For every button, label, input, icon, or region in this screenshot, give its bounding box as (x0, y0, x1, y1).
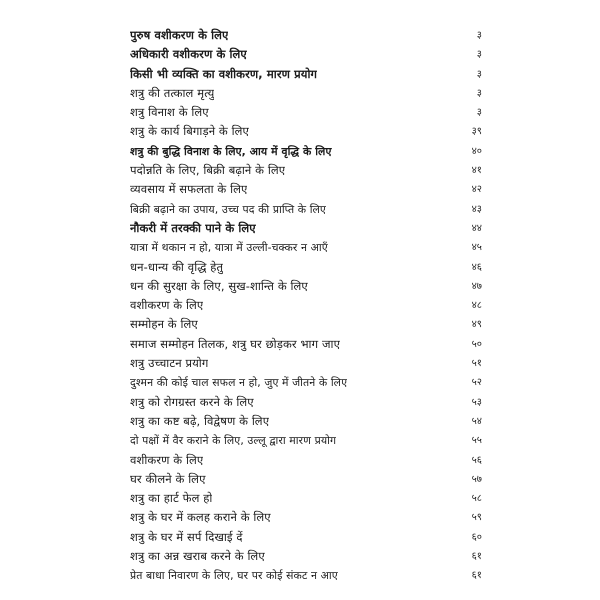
toc-entry (130, 335, 482, 354)
toc-entry (130, 470, 482, 489)
toc-entry (130, 373, 482, 392)
toc-entry-page-number: ४३ (471, 203, 482, 215)
table-of-contents (130, 26, 482, 586)
toc-entry (130, 219, 482, 238)
toc-entry-page-number: ५८ (471, 493, 482, 505)
toc-entry-page-number: ३ (476, 49, 482, 61)
toc-entry-title: शत्रु का हार्ट फेल हो (130, 491, 213, 506)
toc-entry (130, 161, 482, 180)
toc-entry-title: शत्रु की तत्काल मृत्यु (130, 85, 215, 100)
toc-entry (130, 393, 482, 412)
toc-entry-title: बिक्री बढ़ाने का उपाय, उच्च पद की प्राप्ति के लिए (130, 202, 326, 216)
toc-entry-title: धन की सुरक्षा के लिए, सुख-शान्ति के लिए (130, 278, 308, 293)
toc-entry (130, 200, 482, 219)
toc-entry (130, 489, 482, 508)
toc-entry-page-number: ४४ (471, 222, 482, 234)
toc-entry-page-number: ४९ (471, 319, 482, 331)
toc-entry-title: शत्रु विनाश के लिए (130, 105, 209, 120)
toc-entry-page-number: ५३ (471, 396, 482, 408)
toc-entry (130, 258, 482, 277)
toc-entry-page-number: ४५ (471, 242, 482, 254)
toc-entry-title: दो पक्षों में वैर कराने के लिए, उल्लू द्वारा मारण प्रयोग (130, 434, 337, 448)
toc-entry-page-number: ३ (476, 87, 482, 99)
toc-entry-page-number: ४८ (471, 300, 482, 312)
toc-entry (130, 431, 482, 450)
toc-entry-title: शत्रु की बुद्धि विनाश के लिए, आय में वृद्धि के लिए (130, 144, 332, 158)
toc-entry-page-number: ३९ (471, 126, 482, 138)
toc-entry (130, 103, 482, 122)
toc-entry (130, 547, 482, 566)
toc-entry-title: शत्रु का अन्न खराब करने के लिए (130, 549, 265, 564)
toc-entry-title: दुश्मन की कोई चाल सफल न हो, जुए में जीतने के लिए (130, 376, 348, 390)
toc-entry (130, 354, 482, 373)
toc-entry-page-number: ६० (471, 531, 482, 543)
toc-entry (130, 65, 482, 84)
toc-entry (130, 26, 482, 45)
toc-entry-title: वशीकरण के लिए (130, 298, 204, 313)
toc-entry (130, 566, 482, 585)
toc-entry-title: सम्मोहन के लिए (130, 317, 198, 332)
toc-entry-title: शत्रु उच्चाटन प्रयोग (130, 356, 209, 371)
toc-entry (130, 528, 482, 547)
toc-entry-page-number: ६१ (471, 551, 482, 563)
toc-entry-title: शत्रु को रोगग्रस्त करने के लिए (130, 394, 254, 409)
toc-entry (130, 238, 482, 257)
toc-entry-title: किसी भी व्यक्ति का वशीकरण, मारण प्रयोग (130, 66, 318, 81)
toc-entry (130, 412, 482, 431)
toc-entry (130, 84, 482, 103)
toc-entry-title: घर कीलने के लिए (130, 471, 206, 486)
toc-entry-page-number: ५१ (471, 358, 482, 370)
toc-entry-title: यात्रा में थकान न हो, यात्रा में उल्ली-चक्कर न आएँ (130, 241, 328, 255)
toc-entry-title: वशीकरण के लिए (130, 452, 204, 467)
toc-entry (130, 142, 482, 161)
toc-entry (130, 122, 482, 141)
toc-entry-title: नौकरी में तरक्की पाने के लिए (130, 220, 256, 235)
toc-entry-title: पुरुष वशीकरण के लिए (130, 28, 229, 42)
toc-entry-page-number: ३ (476, 107, 482, 119)
toc-entry (130, 508, 482, 527)
toc-entry-page-number: ४० (471, 145, 482, 157)
toc-entry-title: शत्रु के घर में कलह कराने के लिए (130, 510, 271, 525)
toc-entry-page-number: ५४ (471, 415, 482, 427)
toc-entry-title: अधिकारी वशीकरण के लिए (130, 47, 247, 62)
toc-entry-page-number: ४२ (471, 184, 482, 196)
toc-entry-page-number: ४७ (471, 280, 482, 292)
toc-entry (130, 277, 482, 296)
toc-entry-page-number: ५५ (471, 435, 482, 447)
toc-entry-page-number: ६१ (471, 570, 482, 582)
toc-entry-page-number: ३ (476, 30, 482, 41)
toc-entry (130, 296, 482, 315)
toc-entry-page-number: ५० (471, 338, 482, 350)
toc-entry-page-number: ४६ (471, 261, 482, 273)
toc-entry-title: व्यवसाय में सफलता के लिए (130, 182, 248, 197)
toc-entry-page-number: ५२ (471, 377, 482, 389)
toc-entry-title: शत्रु का कष्ट बढ़े, विद्वेषण के लिए (130, 413, 270, 428)
toc-entry (130, 180, 482, 199)
toc-entry-page-number: ३ (476, 68, 482, 80)
toc-entry-title: शत्रु के घर में सर्प दिखाई दें (130, 529, 243, 544)
toc-entry (130, 315, 482, 334)
toc-entry (130, 451, 482, 470)
toc-entry-title: प्रेत बाधा निवारण के लिए, घर पर कोई संकट न आए (130, 569, 338, 583)
toc-entry-title: पदोन्नति के लिए, बिक्री बढ़ाने के लिए (130, 163, 286, 178)
toc-entry-title: शत्रु के कार्य बिगाड़ने के लिए (130, 124, 249, 139)
toc-entry-title: धन-धान्य की वृद्धि हेतु (130, 259, 224, 274)
toc-entry-page-number: ५६ (471, 454, 482, 466)
toc-entry-page-number: ४१ (471, 165, 482, 177)
toc-entry-title: समाज सम्मोहन तिलक, शत्रु घर छोड़कर भाग जाए (130, 336, 341, 351)
toc-entry (130, 45, 482, 64)
toc-entry-page-number: ५९ (471, 512, 482, 524)
toc-entry-page-number: ५७ (471, 473, 482, 485)
